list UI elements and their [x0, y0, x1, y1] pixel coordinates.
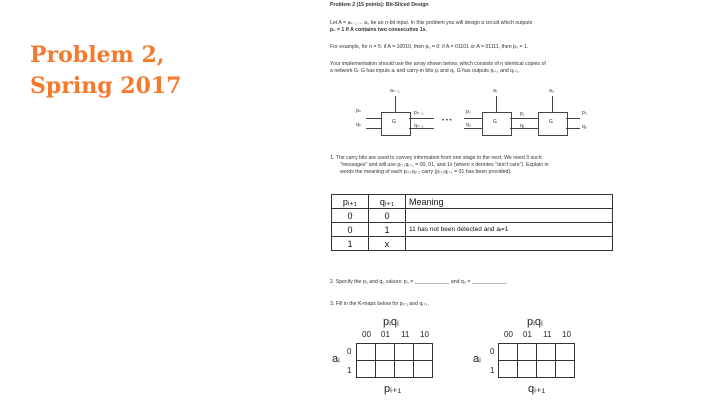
kmap-cell: [499, 344, 518, 361]
kmap-col-label: 01: [381, 330, 390, 339]
kmap-cell: [395, 361, 414, 378]
wire: [395, 96, 396, 112]
kmap-col-label: 01: [523, 330, 532, 339]
carry-label: q₀: [582, 124, 588, 130]
block-label: G: [549, 119, 553, 125]
kmap-cell: [414, 344, 433, 361]
carry-meaning-table: [331, 194, 613, 251]
kmap-cell: [357, 361, 376, 378]
intro-line2: p₀ = 1 if A contains two consecutive 1s.: [330, 27, 427, 33]
kmap-output-label: qᵢ₊₁: [528, 383, 546, 395]
kmap-cell: [556, 344, 575, 361]
slide-title: [30, 40, 182, 102]
table-cell: 0: [332, 223, 369, 237]
kmap-row-label: 0: [490, 347, 495, 356]
kmap-col-label: 10: [420, 330, 429, 339]
wire: [566, 128, 580, 129]
kmap-cell: [357, 344, 376, 361]
kmap-grid: [498, 343, 575, 378]
carry-label: p₁: [520, 111, 525, 117]
carry-label: q₁: [520, 123, 525, 129]
kmap-col-label: 00: [362, 330, 371, 339]
input-label: aₙ₋₁: [390, 88, 400, 94]
ellipsis: • • •: [442, 118, 452, 124]
kmap-col-label: 00: [504, 330, 513, 339]
impl-line1: Your implementation should use the array shown below, which consists of n identical copies of: [330, 61, 546, 67]
kmap-row-label: 1: [347, 366, 352, 375]
carry-label: qₙ: [356, 122, 361, 128]
impl-line2: a network G. G has inputs aᵢ and carry-in bits pᵢ and qᵢ. G has outputs pᵢ₊₁ and qᵢ₊₁.: [330, 68, 520, 74]
table-cell: 1: [332, 237, 369, 251]
carry-label: pₙ: [356, 108, 361, 114]
example-text: For example, for n = 5: if A = 10010, then p₀ = 0; if A = 01101 or A = 01111, then p₀ = 1.: [330, 44, 529, 50]
carry-label: p₂: [466, 109, 471, 115]
table-cell: 1: [369, 223, 406, 237]
kmap-grid: [356, 343, 433, 378]
kmap-side-var: aᵢ: [473, 353, 481, 365]
wire: [552, 96, 553, 112]
kmap-col-label: 10: [562, 330, 571, 339]
kmap-cell: [499, 361, 518, 378]
table-cell: [406, 237, 613, 251]
block-g-high: [381, 112, 411, 136]
question1-line2: "messages" and will use pᵢ₊₁qᵢ₊₁ = 00, 01, and 1x (where x denotes "don't care"). Explain in: [340, 162, 549, 168]
table-cell: 0: [369, 209, 406, 223]
wire: [409, 118, 434, 119]
document-page: [296, 0, 626, 405]
input-label: aᵢ: [493, 88, 497, 94]
wire: [366, 128, 381, 129]
kmap-cell: [376, 361, 395, 378]
doc-heading: Problem 2 (15 points): Bit-Sliced Design: [330, 2, 429, 8]
block-g-mid: [482, 112, 512, 136]
kmap-row-label: 0: [347, 347, 352, 356]
table-cell: [406, 209, 613, 223]
kmap-cell: [518, 344, 537, 361]
intro-line1: Let A = aₙ₋₁ ... a₀ be an n-bit input. In this problem you will design a circuit which outputs: [330, 20, 533, 26]
kmap-row-label: 1: [490, 366, 495, 375]
wire: [510, 118, 538, 119]
block-label: G: [493, 119, 497, 125]
table-header-row: [332, 195, 613, 209]
carry-label: p₀: [582, 110, 588, 116]
kmap-side-var: aᵢ: [332, 353, 340, 365]
block-g-low: [538, 112, 568, 136]
table-cell: 11 has not been detected and aᵢ=1: [406, 223, 613, 237]
kmap-top-var: pᵢqᵢ: [527, 316, 543, 328]
wire: [464, 118, 482, 119]
table-cell: 0: [332, 209, 369, 223]
table-header: Meaning: [406, 195, 613, 209]
kmap-cell: [537, 344, 556, 361]
kmap-col-label: 11: [401, 330, 410, 339]
kmap-cell: [518, 361, 537, 378]
question3: 3. Fill in the K-maps below for pᵢ₊₁ and qᵢ₊₁.: [330, 301, 430, 307]
question2: 2. Specify the p₀ and q₀ values: p₀ = ____________ and q₀ = ____________: [330, 279, 507, 285]
question1-line1: 1. The carry bits are used to convey information from one stage to the next. We need 3 such: [330, 155, 542, 161]
kmap-output-label: pᵢ₊₁: [384, 383, 402, 395]
table-row: [332, 237, 613, 251]
kmap-cell: [376, 344, 395, 361]
wire: [366, 118, 381, 119]
block-label: G: [392, 119, 396, 125]
kmap-top-var: pᵢqᵢ: [383, 316, 399, 328]
carry-label: qₙ₋₁: [414, 123, 424, 129]
table-cell: x: [369, 237, 406, 251]
slide-title-line2: Spring 2017: [30, 73, 182, 99]
kmap-cell: [395, 344, 414, 361]
table-header: pᵢ₊₁: [332, 195, 369, 209]
kmap-cell: [537, 361, 556, 378]
slide-title-line1: Problem 2,: [30, 42, 165, 68]
kmap-cell: [414, 361, 433, 378]
carry-label: q₂: [466, 122, 471, 128]
wire: [566, 118, 580, 119]
carry-label: pₙ₋₁: [414, 110, 424, 116]
kmap-col-label: 11: [543, 330, 552, 339]
kmap-cell: [556, 361, 575, 378]
table-row: [332, 223, 613, 237]
wire: [496, 96, 497, 112]
table-header: qᵢ₊₁: [369, 195, 406, 209]
input-label: a₀: [549, 88, 555, 94]
question1-line3: words the meaning of each pᵢ₊₁qᵢ₊₁ carry (pᵢ₊₁qᵢ₊₁ = 01 has been provided).: [340, 169, 512, 175]
table-row: [332, 209, 613, 223]
